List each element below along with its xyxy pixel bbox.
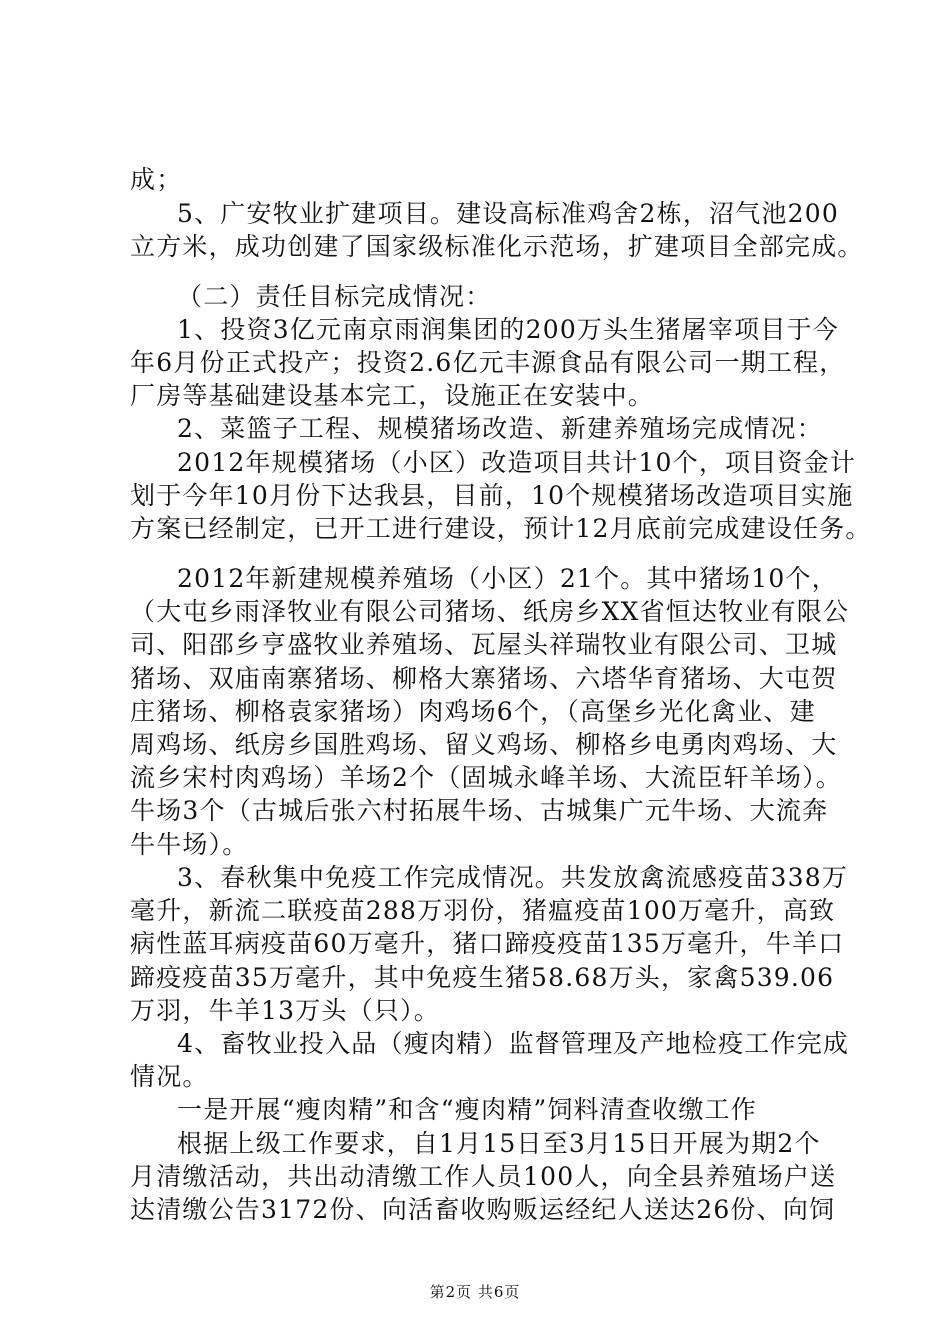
text-line: 成；	[130, 165, 183, 194]
text-line: 4、畜牧业投入品（瘦肉精）监督管理及产地检疫工作完成	[177, 1029, 850, 1058]
text-line: 1、投资3亿元南京雨润集团的200万头生猪屠宰项目于今	[177, 315, 839, 344]
text-line: 牛场3个（古城后张六村拓展牛场、古城集广元牛场、大流奔	[130, 796, 829, 825]
text-line: 达清缴公告3172份、向活畜收购贩运经纪人送达26份、向饲	[130, 1195, 836, 1224]
text-line: 蹄疫疫苗35万毫升，其中免疫生猪58.68万头，家禽539.06	[130, 963, 835, 992]
text-line: 万羽，牛羊13万头（只）。	[130, 996, 440, 1025]
text-line: 立方米，成功创建了国家级标准化示范场，扩建项目全部完成。	[130, 232, 864, 261]
text-line: 流乡宋村肉鸡场）羊场2个（固城永峰羊场、大流臣轩羊场）。	[130, 763, 843, 792]
text-line: 5、广安牧业扩建项目。建设高标准鸡舍2栋，沼气池200	[177, 199, 839, 228]
text-line: 牛牛场）。	[130, 830, 249, 859]
text-line: 年6月份正式投产；投资2.6亿元丰源食品有限公司一期工程，	[130, 348, 846, 377]
text-line: 毫升，新流二联疫苗288万羽份，猪瘟疫苗100万毫升，高致	[130, 896, 836, 925]
text-line: （大屯乡雨泽牧业有限公司猪场、纸房乡XX省恒达牧业有限公	[130, 597, 850, 626]
text-line: 2、菜篮子工程、规模猪场改造、新建养殖场完成情况：	[177, 414, 823, 443]
text-line: 划于今年10月份下达我县，目前，10个规模猪场改造项目实施	[130, 481, 854, 510]
text-line: 月清缴活动，共出动清缴工作人员100人，向全县养殖场户送	[130, 1162, 837, 1191]
text-line: 3、春秋集中免疫工作完成情况。共发放禽流感疫苗338万	[177, 863, 849, 892]
text-line: 猪场、双庙南寨猪场、柳格大寨猪场、六塔华育猪场、大屯贺	[130, 664, 838, 693]
text-line: 病性蓝耳病疫苗60万毫升，猪口蹄疫疫苗135万毫升，牛羊口	[130, 929, 845, 958]
text-line: 厂房等基础建设基本完工，设施正在安装中。	[130, 381, 655, 410]
text-line: 庄猪场、柳格袁家猪场）肉鸡场6个，（高堡乡光化禽业、建	[130, 697, 816, 726]
text-line: 一是开展“瘦肉精”和含“瘦肉精”饲料清查收缴工作	[177, 1095, 757, 1124]
text-line: 周鸡场、纸房乡国胜鸡场、留义鸡场、柳格乡电勇肉鸡场、大	[130, 730, 838, 759]
text-line: 2012年规模猪场（小区）改造项目共计10个，项目资金计	[177, 448, 857, 477]
text-line: 情况。	[130, 1062, 209, 1091]
text-line: 2012年新建规模养殖场（小区）21个。其中猪场10个，	[177, 564, 838, 593]
page-number-footer: 第2页 共6页	[429, 1283, 521, 1301]
text-line: 根据上级工作要求，自1月15日至3月15日开展为期2个	[177, 1129, 821, 1158]
text-line: 方案已经制定，已开工进行建设，预计12月底前完成建设任务。	[130, 514, 872, 543]
text-line: 司、阳邵乡亨盛牧业养殖场、瓦屋头祥瑞牧业有限公司、卫城	[130, 630, 838, 659]
section-heading: （二）责任目标完成情况：	[177, 282, 492, 311]
